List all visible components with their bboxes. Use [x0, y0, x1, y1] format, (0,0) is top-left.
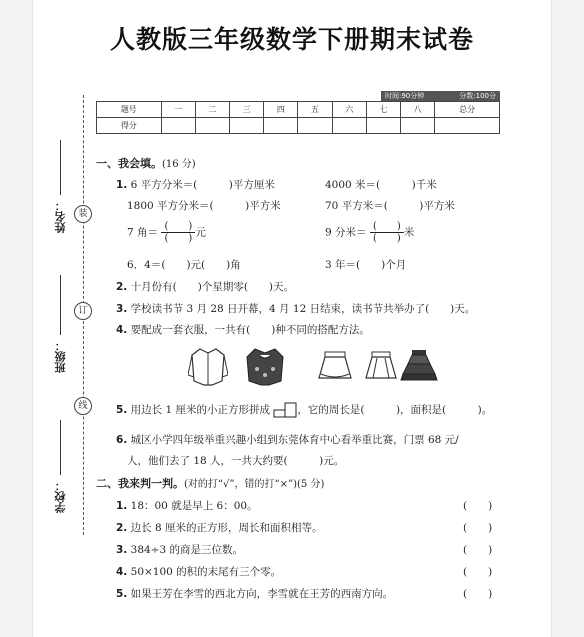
q1f-prefix: 9 分米＝ [325, 226, 367, 239]
judge-text: 如果王芳在李雪的西北方向，李雪就在王芳的西南方向。 [130, 588, 394, 600]
q5-prefix: 用边长 1 厘米的小正方形拼成 [130, 404, 270, 416]
class-label: 班级： [54, 340, 67, 373]
judge-text: 50×100 的积的末尾有三个零。 [130, 566, 282, 578]
judge-blank-3[interactable]: ( ) [463, 544, 493, 556]
skirt-illustration-2 [363, 350, 399, 382]
judge-text: 18：00 就是早上 6：00。 [130, 500, 258, 512]
q1e [127, 221, 206, 244]
q1d: 70 平方米＝( )平方米 [325, 200, 455, 212]
q1a-text: 6 平方分米＝( )平方厘米 [130, 179, 275, 191]
q1f-numerator: ( ) [372, 221, 401, 232]
header-cell: 题号 [97, 102, 162, 118]
judge-blank-4[interactable]: ( ) [463, 566, 493, 578]
q1h: 3 年＝( )个月 [325, 259, 407, 271]
exam-page [33, 0, 551, 637]
header-cell: 七 [366, 102, 400, 118]
section2-heading [96, 475, 324, 491]
score-row-label: 得分 [97, 118, 162, 134]
bind-mark-ding: 订 [74, 302, 92, 320]
q4 [116, 322, 370, 337]
q2-text: 十月份有( )个星期零( )天。 [130, 281, 295, 293]
judge-text: 边长 8 厘米的正方形，周长和面积相等。 [130, 522, 323, 534]
section2-note: (对的打“√”，错的打“×”)(5 分) [184, 479, 325, 490]
class-underline [60, 275, 61, 335]
judge-item-4 [116, 564, 281, 579]
q1e-denominator: ( ) [164, 233, 193, 244]
q1f-denominator: ( ) [372, 233, 401, 244]
q2 [116, 279, 294, 294]
bind-mark-xian: 线 [74, 397, 92, 415]
bind-mark-zhuang: 装 [74, 205, 92, 223]
section1-points: (16 分) [162, 159, 196, 170]
q1e-suffix: 元 [195, 226, 206, 239]
jacket-illustration-2 [243, 345, 287, 387]
score-table [96, 101, 500, 134]
section2-title: 二、我来判一判。 [96, 477, 184, 490]
skirt-illustration-3 [400, 348, 438, 382]
q1g: 6．4＝( )元( )角 [127, 259, 241, 271]
score-cell[interactable] [230, 118, 264, 134]
school-label: 学校： [54, 480, 67, 513]
q1f [325, 221, 414, 244]
score-cell[interactable] [161, 118, 195, 134]
jacket-illustration-1 [188, 345, 228, 387]
judge-number: 2. [116, 522, 128, 534]
score-cell[interactable] [264, 118, 298, 134]
section1-title: 一、我会填。 [96, 157, 162, 170]
page-title: 人教版三年级数学下册期末试卷 [109, 25, 474, 54]
score-cell[interactable] [195, 118, 229, 134]
q1a [116, 177, 275, 192]
q4-number: 4. [116, 324, 128, 336]
header-cell: 一 [161, 102, 195, 118]
header-cell: 四 [264, 102, 298, 118]
q3 [116, 301, 475, 316]
q1f-suffix: 米 [403, 226, 415, 239]
q4-text: 要配成一套衣服，一共有( )种不同的搭配方法。 [130, 324, 370, 336]
score-table-score-row [97, 118, 500, 134]
judge-item-2 [116, 520, 323, 535]
q3-text: 学校读书节 3 月 28 日开幕，4 月 12 日结束，读书节共举办了( )天。 [130, 303, 476, 315]
section1-heading [96, 155, 196, 171]
header-cell: 二 [195, 102, 229, 118]
school-underline [60, 420, 61, 475]
judge-blank-2[interactable]: ( ) [463, 522, 493, 534]
score-cell[interactable] [298, 118, 332, 134]
exam-info-bar [381, 91, 500, 101]
q5-suffix: ，它的周长是( )，面积是( )。 [297, 404, 493, 416]
q1e-numerator: ( ) [164, 221, 193, 232]
exam-time: 时间:90分钟 [385, 92, 425, 100]
q1-number: 1. [116, 179, 128, 191]
header-cell: 总分 [435, 102, 500, 118]
judge-blank-1[interactable]: ( ) [463, 500, 493, 512]
q1b: 4000 米＝( )千米 [325, 179, 437, 191]
q6-line1 [116, 432, 459, 447]
score-cell[interactable] [435, 118, 500, 134]
q1f-fraction [370, 221, 404, 244]
q6-line2: 人，他们去了 18 人，一共大约要( )元。 [127, 455, 345, 467]
score-cell[interactable] [332, 118, 366, 134]
q6-text-1: 城区小学四年级举重兴趣小组到东莞体育中心看举重比赛，门票 68 元/ [130, 434, 459, 446]
score-table-header-row [97, 102, 500, 118]
judge-number: 5. [116, 588, 128, 600]
header-cell: 八 [401, 102, 435, 118]
judge-number: 3. [116, 544, 128, 556]
judge-number: 1. [116, 500, 128, 512]
judge-item-3 [116, 542, 243, 557]
q5-number: 5. [116, 404, 128, 416]
q1e-fraction [161, 221, 195, 244]
judge-number: 4. [116, 566, 128, 578]
skirt-illustration-1 [317, 350, 353, 382]
judge-item-1 [116, 498, 258, 513]
score-cell[interactable] [366, 118, 400, 134]
q2-number: 2. [116, 281, 128, 293]
header-cell: 六 [332, 102, 366, 118]
q6-number: 6. [116, 434, 128, 446]
score-cell[interactable] [401, 118, 435, 134]
judge-blank-5[interactable]: ( ) [463, 588, 493, 600]
q5 [116, 402, 492, 418]
judge-item-5 [116, 586, 393, 601]
q3-number: 3. [116, 303, 128, 315]
header-cell: 五 [298, 102, 332, 118]
q1e-prefix: 7 角＝ [127, 226, 159, 239]
q1c: 1800 平方分米＝( )平方米 [127, 200, 281, 212]
square-shape-figure [273, 402, 297, 418]
name-label: 姓名： [54, 200, 67, 233]
header-cell: 三 [230, 102, 264, 118]
judge-text: 384÷3 的商是三位数。 [130, 544, 243, 556]
name-underline [60, 140, 61, 195]
exam-score: 分数:100分 [459, 92, 496, 100]
